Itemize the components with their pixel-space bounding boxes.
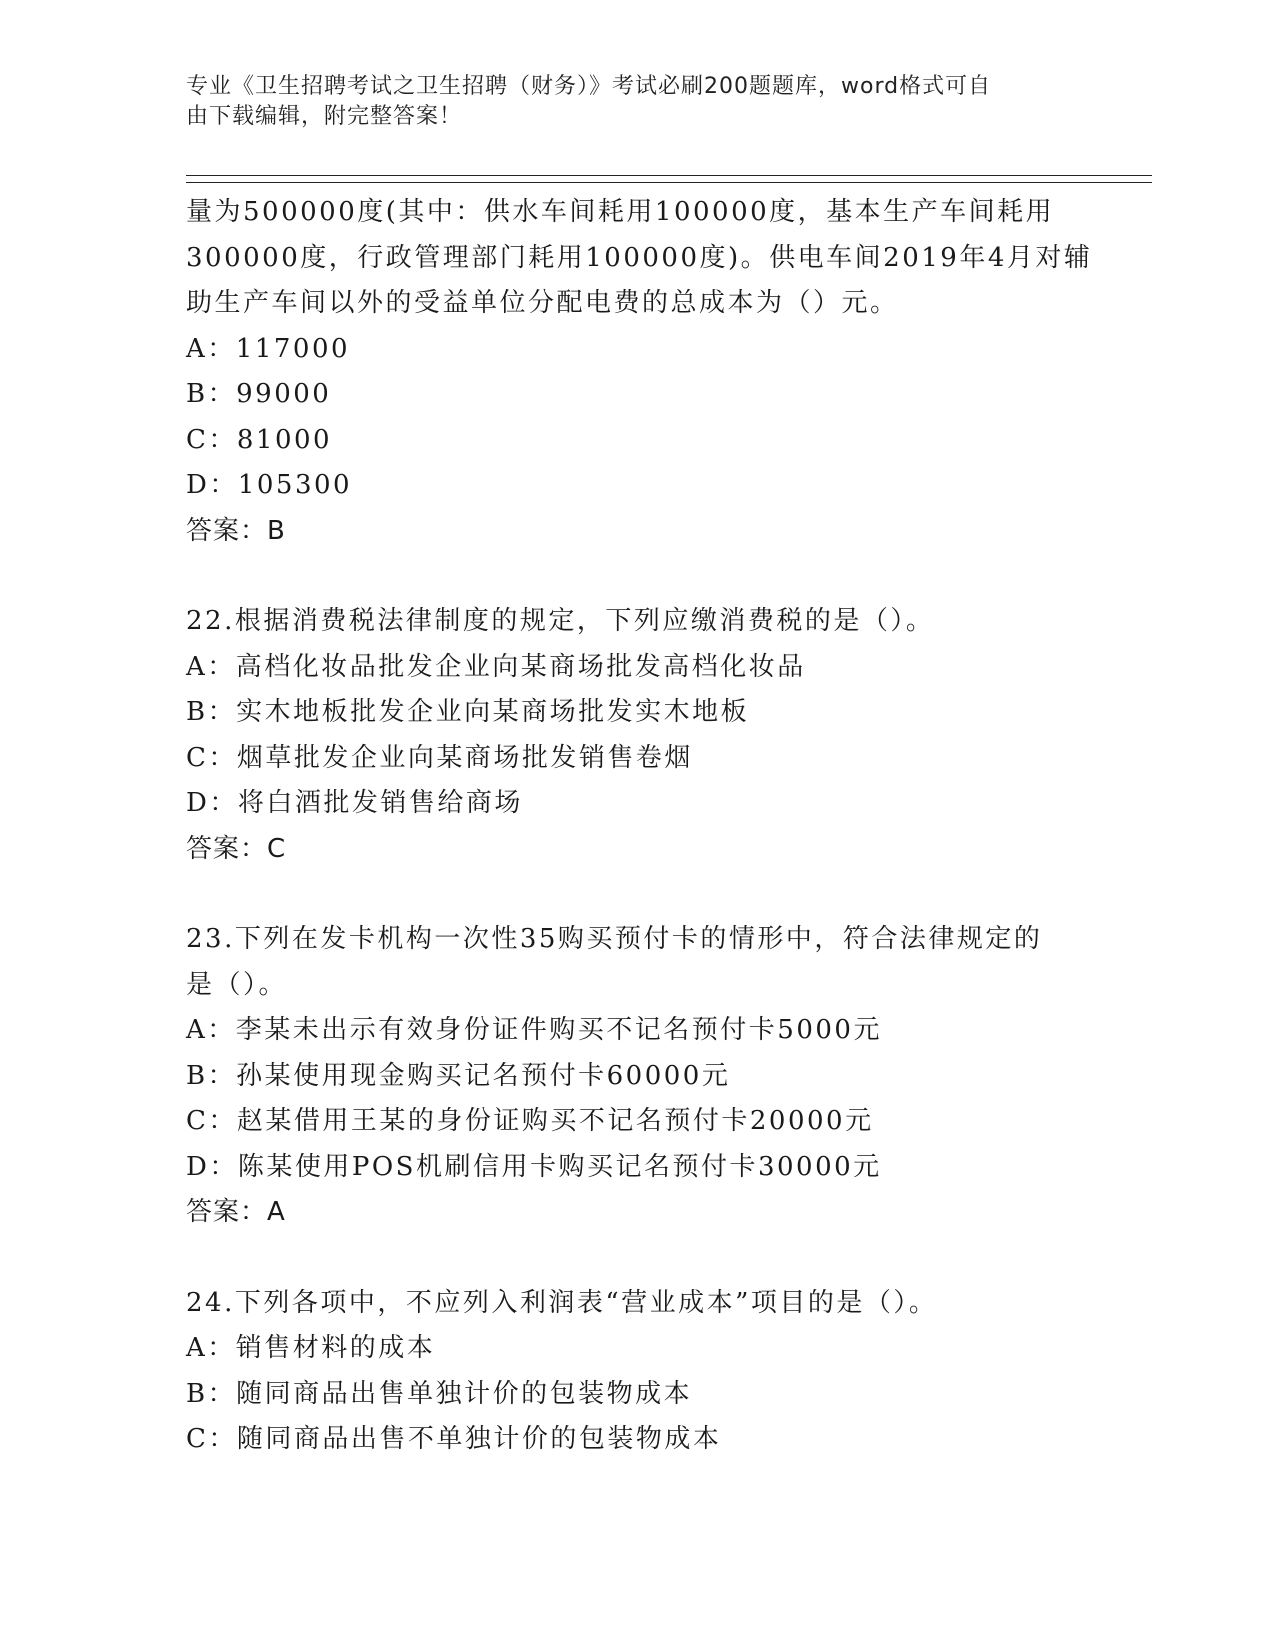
question-23 — [186, 917, 1086, 1236]
answer-line: 答案：C — [186, 833, 287, 864]
question-stem-line: 24.下列各项中，不应列入利润表“营业成本”项目的是（）。 — [186, 1287, 938, 1318]
option-b: B：随同商品出售单独计价的包装物成本 — [186, 1378, 693, 1409]
option-a: A：李某未出示有效身份证件购买不记名预付卡5000元 — [186, 1015, 882, 1045]
header-divider-bottom — [186, 182, 1152, 183]
option-d: D：陈某使用POS机刷信用卡购买记名预付卡30000元 — [186, 1151, 882, 1182]
header-line-2: 由下载编辑，附完整答案！ — [186, 104, 463, 129]
option-d: D：105300 — [186, 470, 353, 500]
question-stem-line: 是（）。 — [186, 969, 288, 1000]
option-c: C：赵某借用王某的身份证购买不记名预付卡20000元 — [186, 1106, 874, 1136]
option-b: B：实木地板批发企业向某商场批发实木地板 — [186, 697, 750, 727]
option-a: A：销售材料的成本 — [186, 1333, 436, 1363]
question-content — [186, 190, 1093, 1463]
question-stem-line: 22.根据消费税法律制度的规定，下列应缴消费税的是（）。 — [186, 606, 935, 636]
option-a: A：117000 — [186, 333, 351, 364]
option-c: C：81000 — [186, 424, 333, 455]
spacer — [186, 872, 1086, 917]
header-divider-top — [186, 175, 1152, 176]
option-c: C：烟草批发企业向某商场批发销售卷烟 — [186, 742, 693, 773]
answer-line: 答案：A — [186, 1197, 286, 1227]
answer-line: 答案：B — [186, 515, 286, 546]
question-stem-line: 300000度，行政管理部门耗用100000度)。供电车间2019年4月对辅 — [186, 242, 1093, 273]
option-c: C：随同商品出售不单独计价的包装物成本 — [186, 1424, 722, 1454]
question-stem-line: 量为500000度(其中：供水车间耗用100000度，基本生产车间耗用 — [186, 197, 1055, 227]
question-stem-line: 助生产车间以外的受益单位分配电费的总成本为（）元。 — [186, 288, 899, 318]
option-d: D：将白酒批发销售给商场 — [186, 788, 523, 818]
spacer — [186, 1236, 1086, 1281]
page-header — [186, 72, 1066, 132]
option-b: B：99000 — [186, 379, 332, 409]
spacer — [186, 554, 1086, 599]
header-line-1: 专业《卫生招聘考试之卫生招聘（财务）》考试必刷200题题库，word格式可自 — [186, 74, 992, 99]
option-b: B：孙某使用现金购买记名预付卡60000元 — [186, 1060, 731, 1091]
option-a: A：高档化妆品批发企业向某商场批发高档化妆品 — [186, 651, 806, 682]
question-24 — [186, 1281, 1086, 1463]
question-21 — [186, 190, 1093, 554]
question-stem-line: 23.下列在发卡机构一次性35购买预付卡的情形中，符合法律规定的 — [186, 924, 1043, 954]
question-22 — [186, 599, 1086, 872]
